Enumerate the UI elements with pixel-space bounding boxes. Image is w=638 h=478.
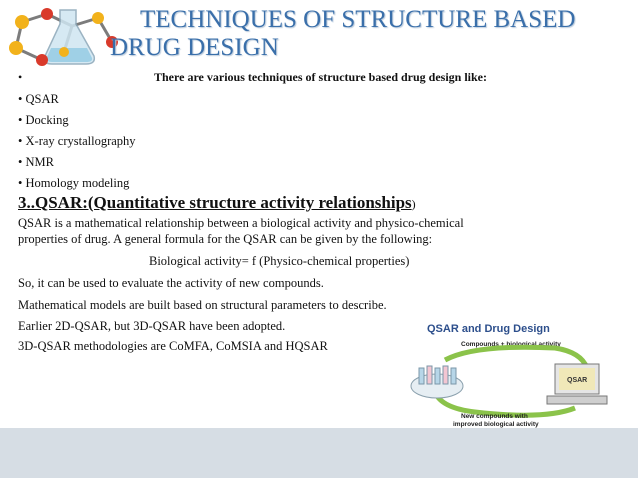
- list-item: • X-ray crystallography: [18, 131, 136, 152]
- list-item: • NMR: [18, 152, 136, 173]
- slide-title: [110, 6, 618, 62]
- lab-dish-icon: [411, 366, 463, 398]
- qsar-diagram: [405, 316, 617, 432]
- title-line-2: DRUG DESIGN: [110, 34, 279, 61]
- intro-text: There are various techniques of structure based drug design like:: [154, 70, 488, 84]
- list-item: • Homology modeling: [18, 173, 136, 194]
- paragraph-line: properties of drug. A general formula for the QSAR can be given by the following:: [18, 232, 433, 246]
- list-item: • Docking: [18, 110, 136, 131]
- computer-icon: [547, 364, 607, 404]
- paragraph-line: 3D-QSAR methodologies are CoMFA, CoMSIA and HQSAR: [18, 339, 328, 353]
- heading-text: 3..QSAR:(Quantitative structure activity relationships: [18, 193, 412, 212]
- title-line-1: TECHNIQUES OF STRUCTURE BASED: [140, 6, 576, 33]
- diagram-bottom-label-1: New compounds with: [461, 413, 528, 420]
- paragraph-line: Earlier 2D-QSAR, but 3D-QSAR have been adopted.: [18, 319, 286, 333]
- diagram-bottom-label-2: improved biological activity: [453, 421, 539, 428]
- diagram-title: QSAR and Drug Design: [427, 323, 550, 335]
- techniques-list: [18, 89, 136, 194]
- bullet-icon: •: [18, 70, 23, 84]
- screen-label: QSAR: [567, 377, 588, 384]
- list-item: • QSAR: [18, 89, 136, 110]
- formula-line: Biological activity= f (Physico-chemical properties): [149, 254, 410, 268]
- section-heading: [18, 193, 416, 213]
- paragraph-line: QSAR is a mathematical relationship between a biological activity and physico-chemical: [18, 216, 464, 230]
- paragraph-line: Mathematical models are built based on structural parameters to describe.: [18, 298, 387, 312]
- molecule-flask-icon: [2, 2, 122, 70]
- heading-paren: ): [411, 197, 416, 211]
- diagram-top-label: Compounds + biological activity: [461, 341, 561, 348]
- footer-band: [0, 428, 638, 478]
- paragraph-line: So, it can be used to evaluate the activity of new compounds.: [18, 276, 324, 290]
